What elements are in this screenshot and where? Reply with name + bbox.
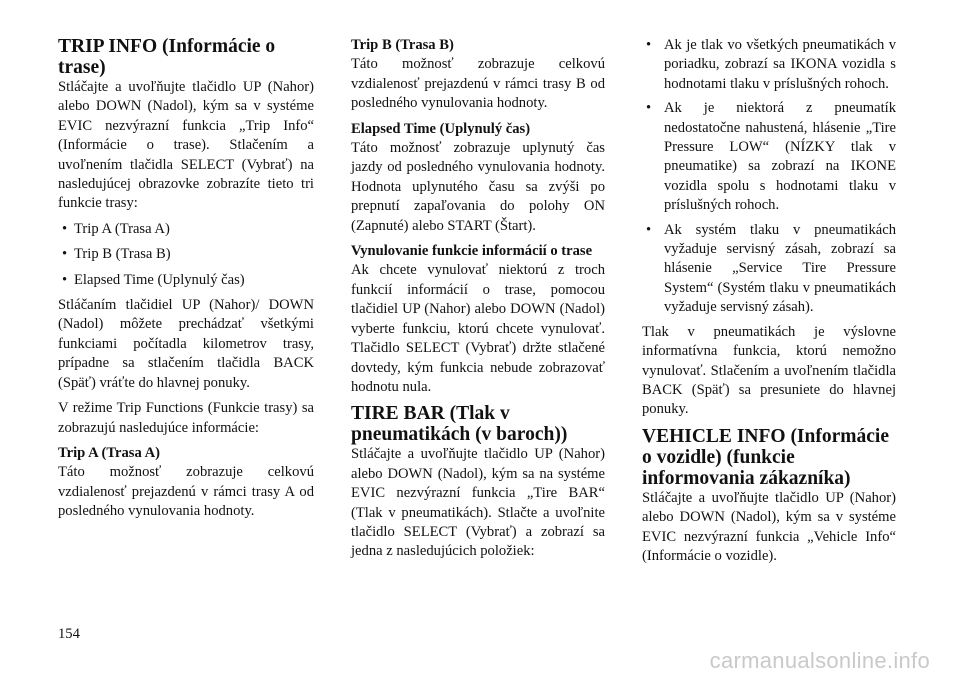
section-elapsed-time [351,120,605,236]
list-item: • Trip B (Trasa B) [58,245,314,264]
paragraph-trip-b: Táto možnosť zobrazuje celkovú vzdialenosť prejazdenú v rámci trasy B od posledného vynulovania hodnoty. [351,56,605,112]
column-middle [351,36,605,568]
paragraph-scroll: Stláčaním tlačidiel UP (Nahor)/ DOWN (Nadol) môžete prechádzať všetkými funkciami počítadla kilometrov trasy, prípadne sa stlačením tlačidla BACK (Späť) vráťte do hlavnej ponuky. [58,297,314,391]
paragraph-trip-intro: Stláčajte a uvoľňujte tlačidlo UP (Nahor) alebo DOWN (Nadol), kým sa v systéme EVIC nezvýrazní funkcia „Trip Info“ (Informácie o trase). Stlačením a uvoľnením tlačidla SELECT (Vybrať) na nasledujúcej obrazovke zobrazíte tieto tri funkcie trasy: [58,79,314,212]
list-item: • Ak je tlak vo všetkých pneumatikách v poriadku, zobrazí sa IKONA vozidla s hodnotami tlaku v príslušných rohoch. [642,36,896,94]
page-number: 154 [58,626,80,642]
tire-status-list [642,36,896,318]
watermark: carmanualsonline.info [709,648,930,673]
list-item: • Ak systém tlaku v pneumatikách vyžaduje servisný zásah, zobrazí sa hlásenie „Service Tire Pressure System“ (Systém tlaku v pneumatikách vyžaduje servisný zásah). [642,221,896,318]
paragraph-elapsed-time: Táto možnosť zobrazuje uplynutý čas jazdy od posledného vynulovania hodnoty. Hodnota uplynutého času sa zvýši po prepnutí zapaľovania do polohy ON (Zapnuté) alebo START (Štart). [351,140,605,234]
paragraph-reset: Ak chcete vynulovať niektorú z troch funkcií informácií o trase, pomocou tlačidiel UP (Nahor) alebo DOWN (Nadol) vyberte funkciu, ktorú chcete vynulovať. Tlačidlo SELECT (Vybrať) držte stlačené dovtedy, kým funkcia nebude zobrazovať hodnotu nula. [351,262,605,395]
list-item: • Elapsed Time (Uplynulý čas) [58,271,314,290]
paragraph-tire-info: Tlak v pneumatikách je výslovne informatívna funkcia, ktorú nemožno vynulovať. Stlačením a uvoľnením tlačidla BACK (Späť) sa presuniete do hlavnej ponuky. [642,323,896,418]
paragraph-vehicle-info: Stláčajte a uvoľňujte tlačidlo UP (Nahor) alebo DOWN (Nadol), kým sa v systéme EVIC nezvýrazní funkcia „Vehicle Info“ (Informácie o vozidle). [642,489,896,564]
list-item: • Ak je niektorá z pneumatík nedostatočne nahustená, hlásenie „Tire Pressure LOW“ (NÍZKY tlak v pneumatike) sa zobrazí na IKONE vozidla spolu s hodnotami tlaku v príslušných rohoch. [642,99,896,215]
column-right [642,36,896,572]
list-item: • Trip A (Trasa A) [58,220,314,239]
heading-tire-bar: TIRE BAR (Tlak v pneumatikách (v baroch)) [351,403,568,446]
heading-trip-a: Trip A (Trasa A) [58,444,161,461]
section-reset [351,242,605,397]
paragraph-mode: V režime Trip Functions (Funkcie trasy) sa zobrazujú nasledujúce informácie: [58,400,314,436]
section-trip-b [351,36,605,114]
column-left [58,36,314,528]
paragraph-trip-a: Táto možnosť zobrazuje celkovú vzdialenosť prejazdenú v rámci trasy A od posledného vynulovania hodnoty. [58,464,314,520]
heading-vehicle-info: VEHICLE INFO (Informácie o vozidle) (funkcie informovania zákazníka) [642,425,889,489]
heading-trip-info: TRIP INFO (Informácie o trase) [58,36,276,78]
section-trip-a [58,444,314,522]
heading-trip-b: Trip B (Trasa B) [351,37,454,53]
heading-reset: Vynulovanie funkcie informácií o trase [351,243,593,260]
heading-elapsed-time: Elapsed Time (Uplynulý čas) [351,120,531,137]
paragraph-tire-bar: Stláčajte a uvoľňujte tlačidlo UP (Nahor) alebo DOWN (Nadol), kým sa na systéme EVIC nezvýrazní funkcia „Tire BAR“ (Tlak v pneumatikách). Stlačte a uvoľnite tlačidlo SELECT (Vybrať) a zobrazí sa jedna z nasledujúcich položiek: [351,446,605,560]
trip-functions-list [58,220,314,290]
